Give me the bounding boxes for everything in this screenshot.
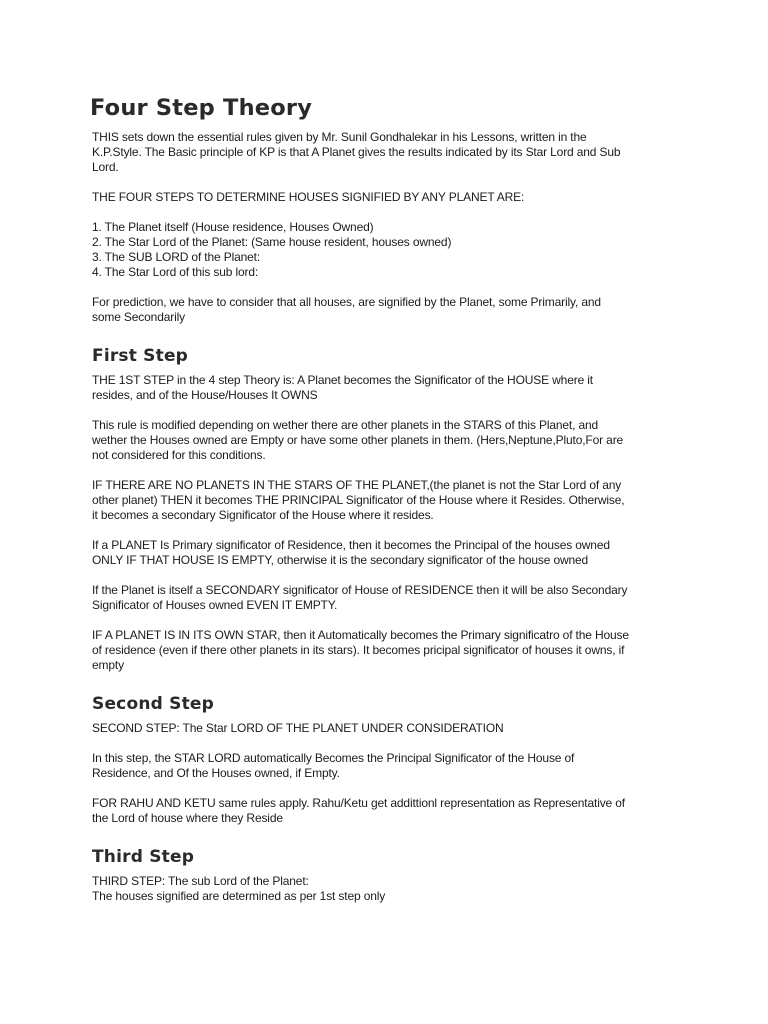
intro-paragraph: THIS sets down the essential rules given by Mr. Sunil Gondhalekar in his Lessons, written in the K.P.Style. The Basic principle of KP is that A Planet gives the results indicated by its Star Lord and Sub Lord. [92, 130, 621, 174]
third-step-heading: Third Step [92, 847, 195, 867]
first-step-paragraph: IF THERE ARE NO PLANETS IN THE STARS OF THE PLANET,(the planet is not the Star Lord of any other planet) THEN it becomes THE PRINCIPAL Significator of the House where it Resides. Otherwise, it becomes a secondary Significator of the House where it resides. [92, 478, 625, 522]
first-step-paragraph: IF A PLANET IS IN ITS OWN STAR, then it Automatically becomes the Primary significatro of the House of residence (even if there other planets in its stars). It becomes pricipal significator of houses it owns, if empty [92, 628, 629, 672]
first-step-paragraph: This rule is modified depending on wether there are other planets in the STARS of this Planet, and wether the Houses owned are Empty or have some other planets in them. (Hers,Neptune,Pluto,For are not considered for this conditions. [92, 418, 624, 462]
first-step-heading: First Step [92, 346, 189, 366]
first-step-paragraph: THE 1ST STEP in the 4 step Theory is: A Planet becomes the Significator of the HOUSE where it resides, and of the House/Houses It OWNS [92, 373, 593, 402]
third-step-paragraph: THIRD STEP: The sub Lord of the Planet: The houses signified are determined as per 1st step only [92, 874, 386, 903]
second-step-paragraph: SECOND STEP: The Star LORD OF THE PLANET UNDER CONSIDERATION [92, 721, 504, 735]
first-step-paragraph: If a PLANET Is Primary significator of Residence, then it becomes the Principal of the houses owned ONLY IF THAT HOUSE IS EMPTY, otherwise it is the secondary significator of the house owned [92, 538, 610, 567]
first-step-paragraph: If the Planet is itself a SECONDARY significator of House of RESIDENCE then it will be also Secondary Significator of Houses owned EVEN IT EMPTY. [92, 583, 628, 612]
intro-steps-heading: THE FOUR STEPS TO DETERMINE HOUSES SIGNIFIED BY ANY PLANET ARE: [92, 190, 525, 204]
intro-steps-list: 1. The Planet itself (House residence, Houses Owned) 2. The Star Lord of the Planet: (Same house resident, houses owned) 3. The SUB LORD of the Planet: 4. The Star Lord of this sub lord: [92, 220, 452, 279]
intro-prediction-paragraph: For prediction, we have to consider that all houses, are signified by the Planet, some Primarily, and some Secondarily [92, 295, 601, 324]
second-step-heading: Second Step [92, 694, 214, 714]
second-step-paragraph: In this step, the STAR LORD automatically Becomes the Principal Significator of the House of Residence, and Of the Houses owned, if Empty. [92, 751, 575, 780]
document-body [92, 94, 682, 904]
second-step-paragraph: FOR RAHU AND KETU same rules apply. Rahu/Ketu get addittionl representation as Representative of the Lord of house where they Reside [92, 796, 625, 825]
page-title: Four Step Theory [90, 95, 313, 121]
